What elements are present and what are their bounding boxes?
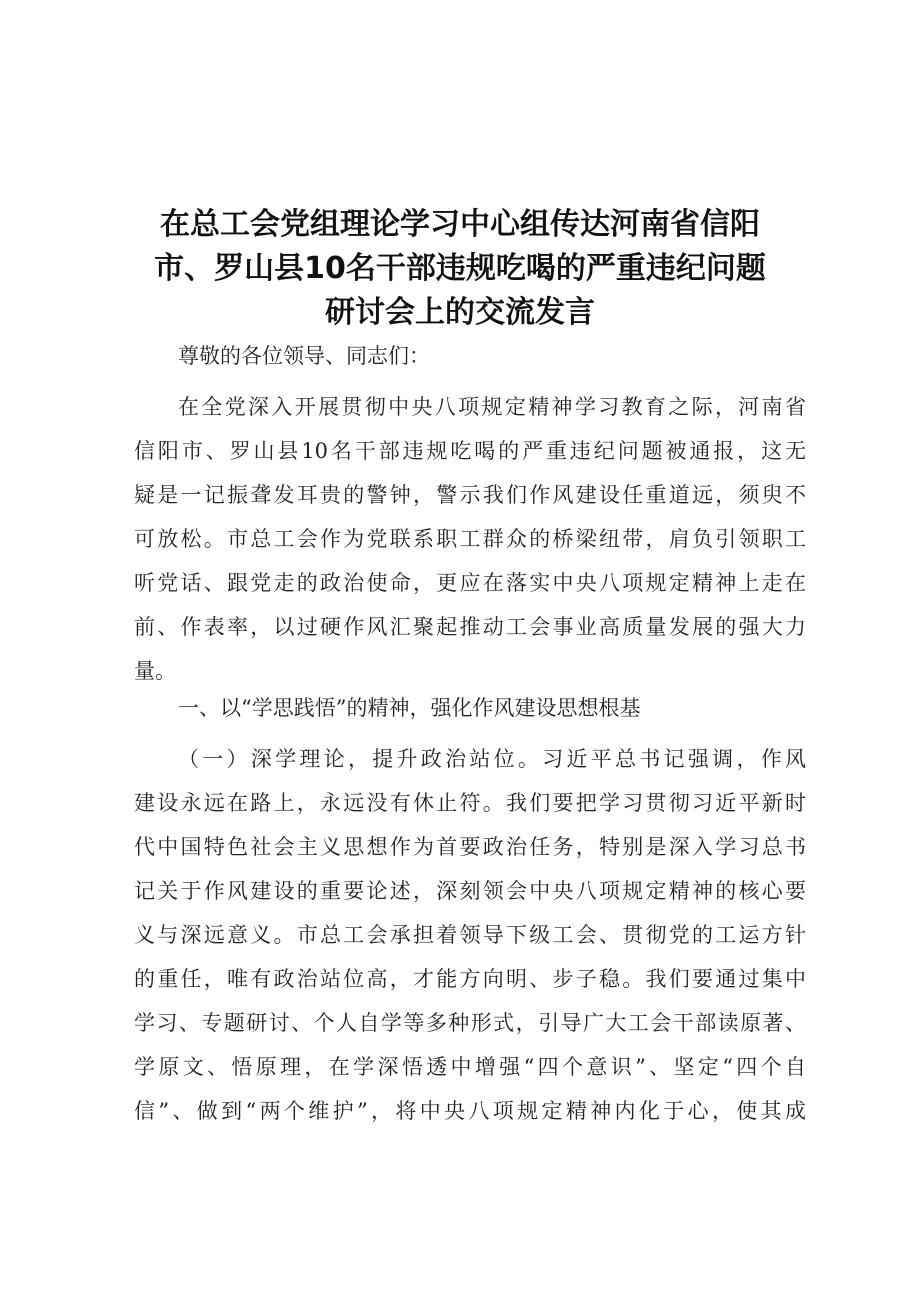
- section-heading: [134, 686, 806, 730]
- paragraph-section-one: [134, 737, 806, 1133]
- paragraph-line: 的重任，唯有政治站位高，才能方向明、步子稳。我们要通过集中: [134, 967, 806, 991]
- paragraph-line: 学习、专题研讨、个人自学等多种形式，引导广大工会干部读原著、: [134, 1011, 806, 1035]
- paragraph-line: 义与深远意义。市总工会承担着领导下级工会、贯彻党的工运方针: [134, 923, 806, 947]
- salutation: [134, 334, 806, 378]
- paragraph-intro: [134, 385, 806, 693]
- paragraph-line: 听党话、跟党走的政治使命，更应在落实中央八项规定精神上走在: [134, 571, 806, 595]
- paragraph-line: 学原文、悟原理，在学深悟透中增强“四个意识”、坚定“四个自: [134, 1055, 806, 1079]
- paragraph-line: 量。: [134, 659, 176, 683]
- title-line: 在总工会党组理论学习中心组传达河南省信阳: [160, 207, 760, 242]
- title-line: 研讨会上的交流发言: [325, 295, 595, 330]
- section-heading-text: 一、以“学思践悟”的精神，强化作风建设思想根基: [178, 696, 641, 720]
- paragraph-line: 可放松。市总工会作为党联系职工群众的桥梁纽带，肩负引领职工: [134, 527, 806, 551]
- document-title: [150, 203, 770, 335]
- paragraph-line: 记关于作风建设的重要论述，深刻领会中央八项规定精神的核心要: [134, 879, 806, 903]
- paragraph-line: （一）深学理论，提升政治站位。习近平总书记强调，作风: [178, 747, 806, 771]
- paragraph-line: 信阳市、罗山县10名干部违规吃喝的严重违纪问题被通报，这无: [134, 439, 806, 463]
- paragraph-line: 信”、做到“两个维护”，将中央八项规定精神内化于心，使其成: [134, 1099, 806, 1123]
- salutation-text: 尊敬的各位领导、同志们：: [178, 344, 430, 368]
- paragraph-line: 代中国特色社会主义思想作为首要政治任务，特别是深入学习总书: [134, 835, 806, 859]
- paragraph-line: 在全党深入开展贯彻中央八项规定精神学习教育之际，河南省: [178, 395, 806, 419]
- paragraph-line: 建设永远在路上，永远没有休止符。我们要把学习贯彻习近平新时: [134, 791, 806, 815]
- title-line: 市、罗山县10名干部违规吃喝的严重违纪问题: [154, 251, 766, 286]
- paragraph-line: 疑是一记振聋发耳贵的警钟，警示我们作风建设任重道远，须臾不: [134, 483, 806, 507]
- paragraph-line: 前、作表率，以过硬作风汇聚起推动工会事业高质量发展的强大力: [134, 615, 806, 639]
